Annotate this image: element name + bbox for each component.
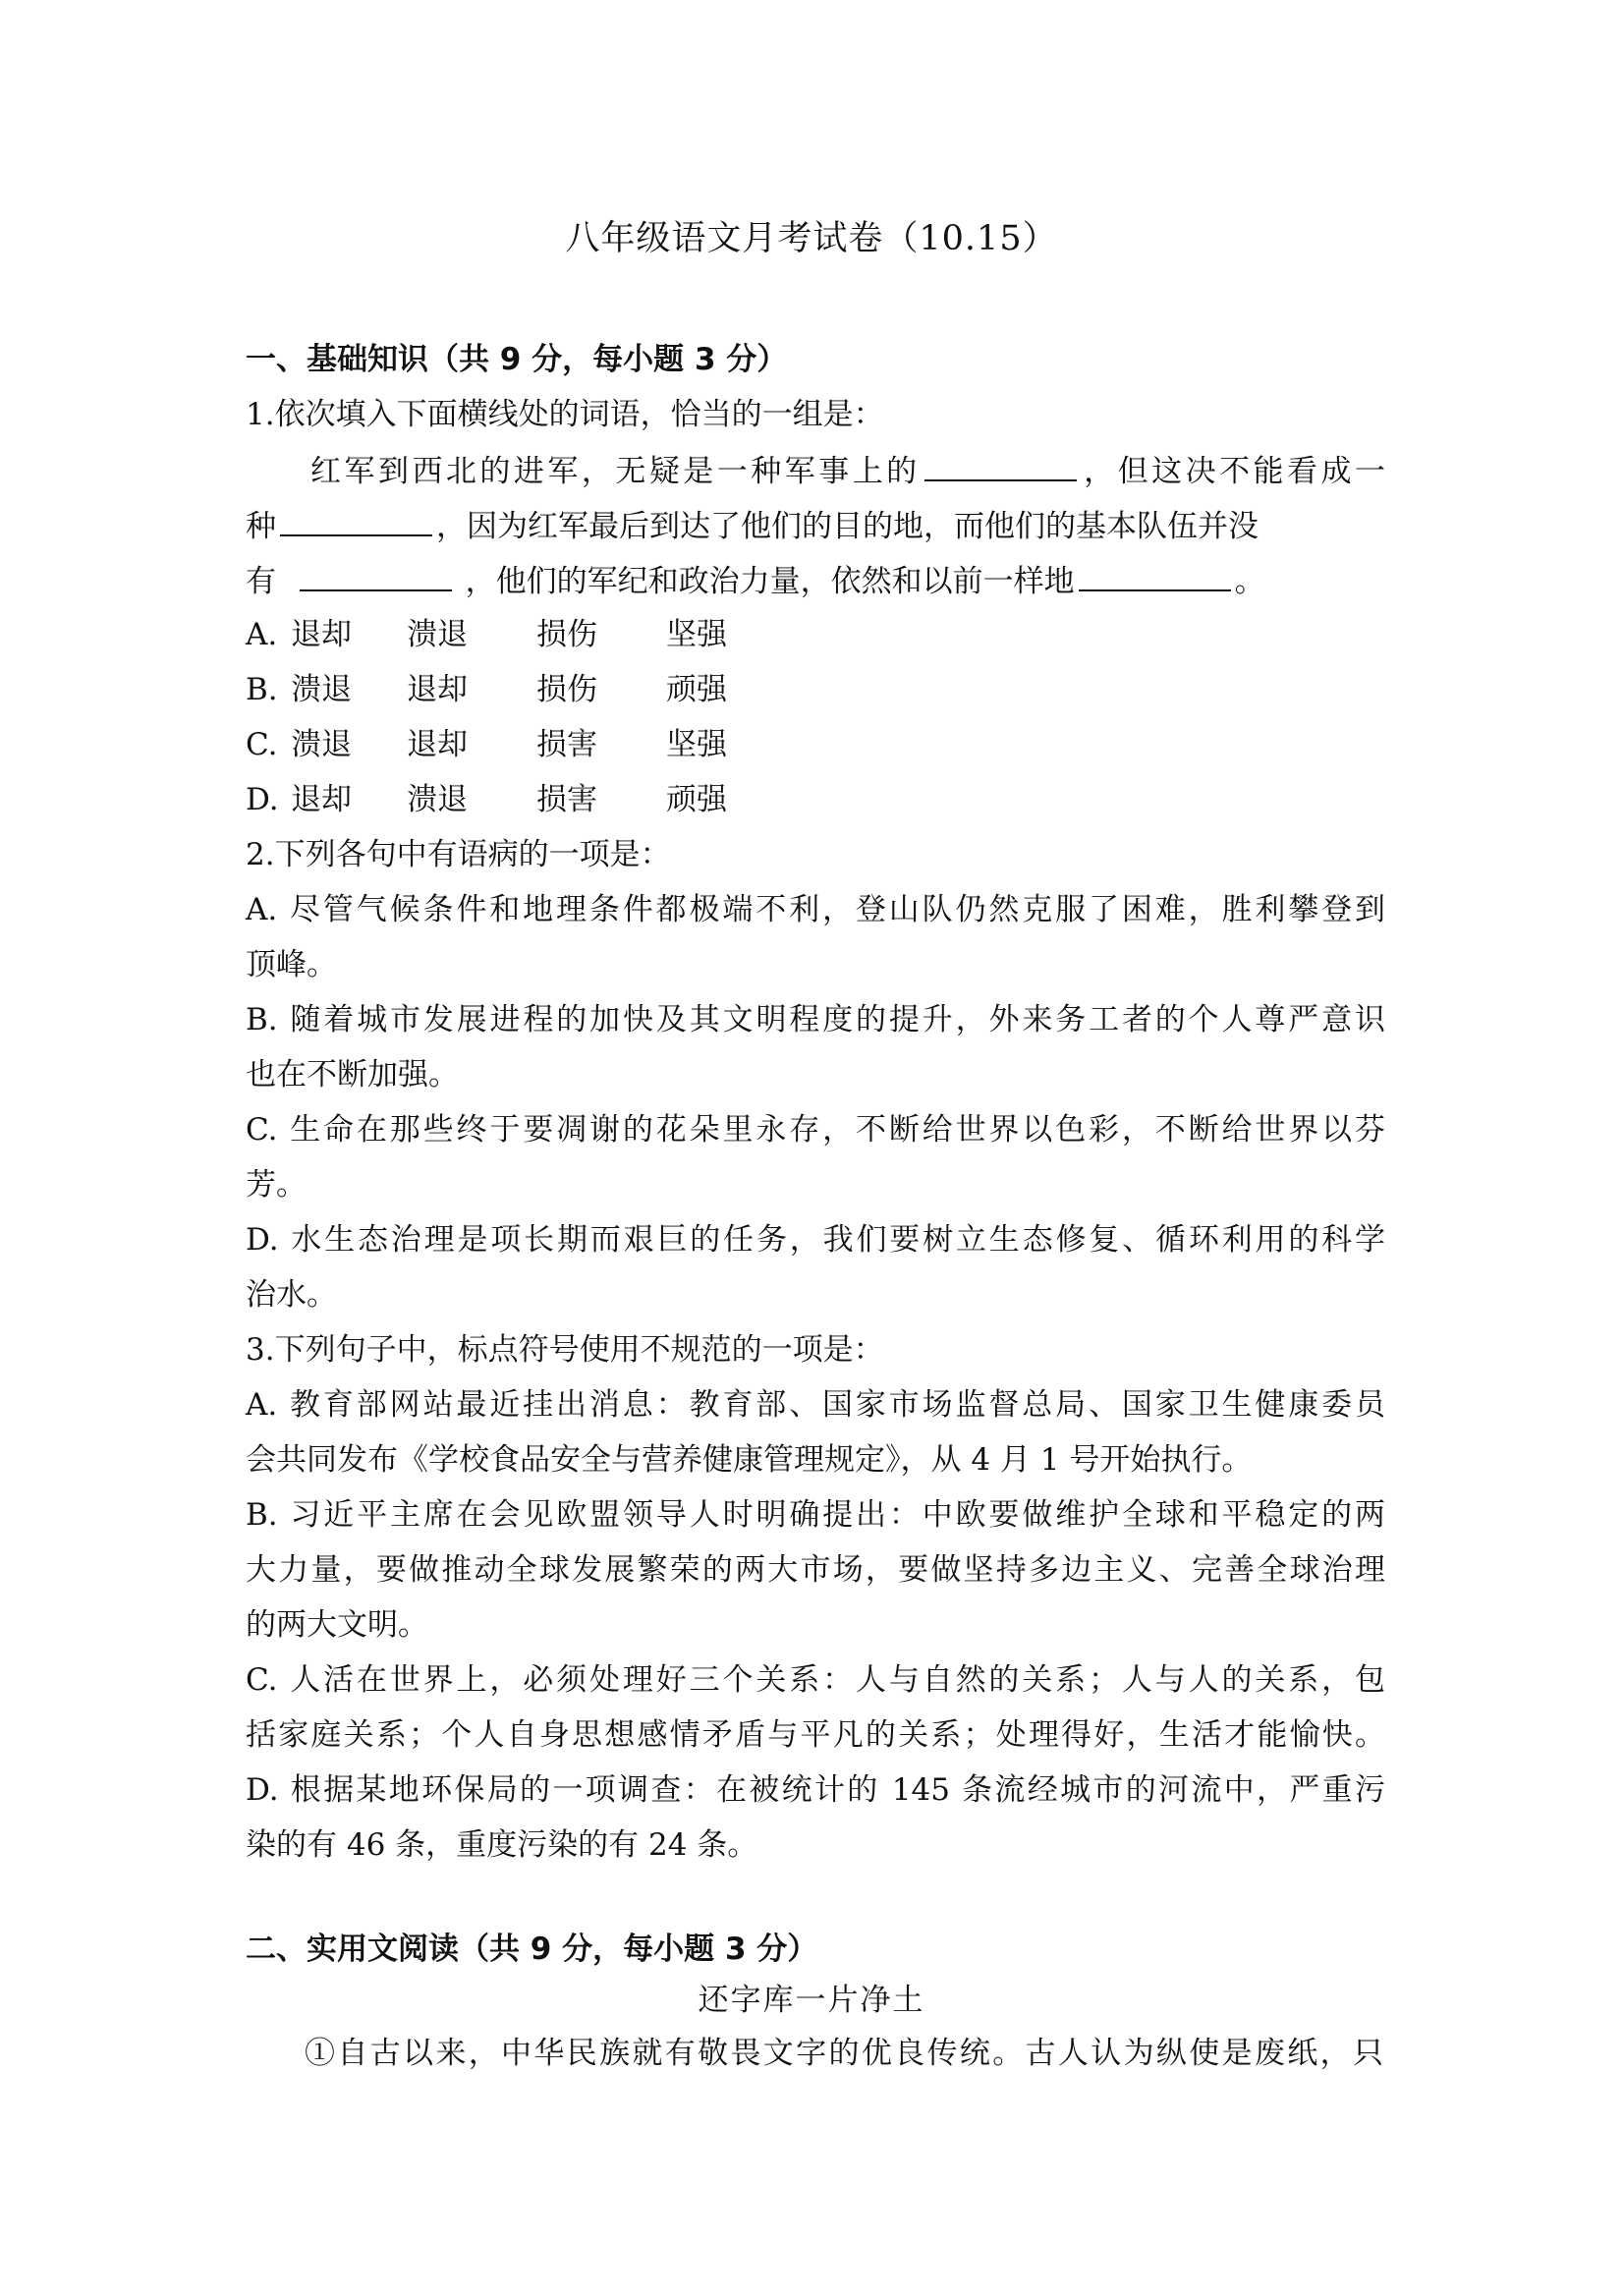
question-1-option-b: B. 溃退 退却 损伤 顽强 (246, 672, 727, 707)
passage-line-3: 有 ，他们的军纪和政治力量，依然和以前一样地 。 (246, 556, 1385, 605)
question-1-option-c: C. 溃退 退却 损害 坚强 (246, 727, 727, 762)
question-1-option-d: D. 退却 溃退 损害 顽强 (246, 782, 727, 817)
question-3-stem: 3.下列句子中，标点符号使用不规范的一项是： (246, 1332, 884, 1368)
section-heading-practical-reading: 二、实用文阅读（共 9 分，每小题 3 分） (246, 1932, 818, 1967)
fill-blank-4 (1079, 556, 1231, 591)
section-heading-basic-knowledge: 一、基础知识（共 9 分，每小题 3 分） (246, 342, 788, 377)
article-title: 还字库一片净土 (698, 1983, 925, 2018)
fill-blank-3 (300, 556, 452, 591)
exam-title: 八年级语文月考试卷（10.15） (565, 219, 1058, 258)
passage-line-2: 种 ，因为红军最后到达了他们的目的地，而他们的基本队伍并没 (246, 501, 1385, 550)
question-1-stem: 1.依次填入下面横线处的词语，恰当的一组是： (246, 397, 884, 432)
article-paragraph-1: ①自古以来，中华民族就有敬畏文字的优良传统。古人认为纵使是废纸，只 (305, 2036, 1385, 2071)
passage-line-1: 红军到西北的进军，无疑是一种军事上的 ，但这决不能看成一 (246, 446, 1385, 495)
question-1-option-a: A. 退却 溃退 损伤 坚强 (246, 617, 727, 652)
question-2-stem: 2.下列各句中有语病的一项是： (246, 837, 671, 872)
fill-blank-2 (280, 501, 432, 536)
fill-blank-1 (924, 446, 1077, 481)
